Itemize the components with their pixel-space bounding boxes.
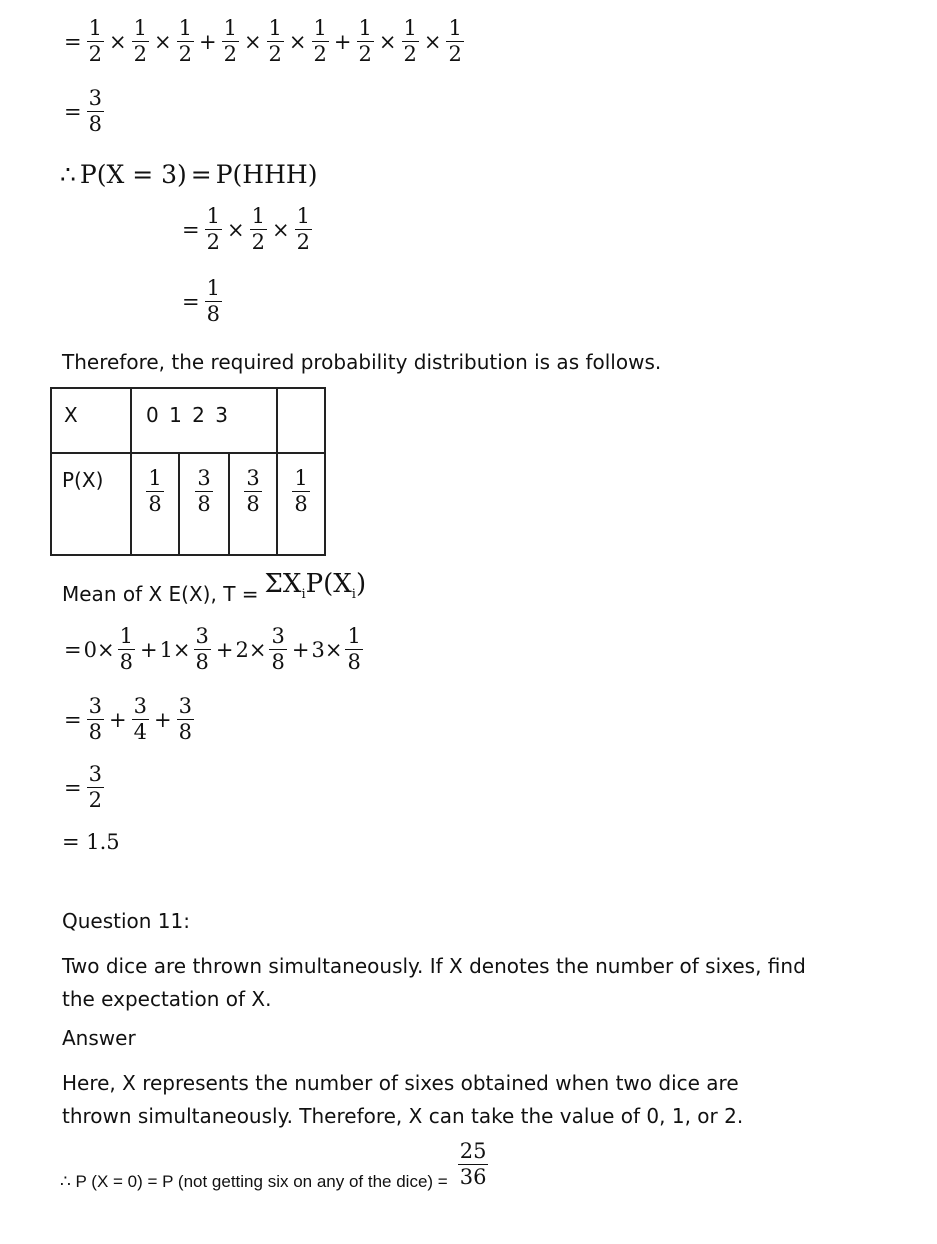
table-cell: [179, 453, 229, 555]
equals-sign: =: [64, 775, 82, 800]
mean-line: [62, 566, 366, 606]
question-title: Question 11:: [62, 909, 190, 933]
table-cell: [277, 388, 325, 453]
equals-sign: =: [190, 160, 212, 189]
distribution-paragraph: Therefore, the required probability distribution is as follows.: [62, 350, 662, 374]
fraction: $\frac{3}{8}$: [246, 466, 260, 516]
fraction: $\frac{3}{4}$: [133, 694, 147, 744]
x-label: X: [64, 403, 78, 427]
mean-calc-line-3: [62, 764, 107, 811]
mean-calc-line-1: [62, 626, 366, 673]
operator: +: [198, 29, 217, 54]
operator: ×: [153, 29, 172, 54]
equals-sign: =: [64, 637, 82, 662]
fraction: $\frac{1}{2}$: [268, 16, 282, 66]
equation-line-3: [60, 160, 317, 189]
fraction: $\frac{1}{8}$: [347, 624, 361, 674]
table-cell: [131, 453, 179, 555]
fraction: $\frac{3}{8}$: [88, 86, 102, 136]
fraction: $\frac{1}{8}$: [119, 624, 133, 674]
table-row: [51, 453, 325, 555]
operator: +: [291, 637, 310, 662]
fraction: $\frac{1}{8}$: [206, 276, 220, 326]
operator: +: [153, 707, 172, 732]
fraction: $\frac{1}{2}$: [296, 204, 310, 254]
answer-label: Answer: [62, 1026, 136, 1050]
equation-line-2: [62, 88, 107, 135]
fraction: $\frac{1}{2}$: [251, 204, 265, 254]
fraction: $\frac{1}{8}$: [294, 466, 308, 516]
operator: ×: [378, 29, 397, 54]
fraction: $\frac{1}{8}$: [148, 466, 162, 516]
operator: ×: [108, 29, 127, 54]
coefficient: 0×: [83, 637, 115, 662]
table-cell: [277, 453, 325, 555]
question-text-line-1: Two dice are thrown simultaneously. If X denotes the number of sixes, find: [62, 954, 806, 978]
equation-line-4: [180, 206, 315, 253]
x-values: 0 1 2 3: [146, 403, 230, 427]
operator: +: [333, 29, 352, 54]
mean-formula: $\Sigma X_iP(X_i)$: [264, 569, 367, 603]
answer-text-line-1: Here, X represents the number of sixes obtained when two dice are: [62, 1071, 739, 1095]
mean-calc-line-2: [62, 696, 197, 743]
fraction: $\frac{3}{8}$: [197, 466, 211, 516]
table-cell: [229, 453, 277, 555]
fraction: $\frac{1}{2}$: [88, 16, 102, 66]
operator: ×: [243, 29, 262, 54]
table-cell: [51, 388, 131, 453]
fraction: $\frac{3}{8}$: [178, 694, 192, 744]
equals-sign: =: [182, 217, 200, 242]
equals-sign: =: [64, 99, 82, 124]
fraction: $\frac{3}{2}$: [88, 762, 102, 812]
fraction: $\frac{1}{2}$: [133, 16, 147, 66]
equation-line-5: [180, 278, 225, 325]
equation-line-1: [62, 18, 467, 65]
rhs: P(HHH): [215, 160, 318, 189]
mean-label: Mean of X E(X), T =: [62, 582, 259, 606]
table-cell: [131, 388, 277, 453]
coefficient: 2×: [235, 637, 267, 662]
p-x0-line: [60, 1136, 491, 1192]
operator: +: [215, 637, 234, 662]
fraction: $\frac{25}{36}$: [459, 1138, 487, 1189]
fraction: $\frac{1}{2}$: [358, 16, 372, 66]
mean-result: = 1.5: [62, 830, 120, 854]
fraction: $\frac{1}{2}$: [223, 16, 237, 66]
operator: +: [108, 707, 127, 732]
fraction: $\frac{1}{2}$: [448, 16, 462, 66]
fraction: $\frac{1}{2}$: [313, 16, 327, 66]
probability-distribution-table: [50, 387, 326, 556]
operator: ×: [271, 217, 290, 242]
fraction: $\frac{1}{2}$: [206, 204, 220, 254]
operator: +: [139, 637, 158, 662]
table-row: [51, 388, 325, 453]
px-label: P(X): [62, 468, 104, 492]
equals-sign: =: [64, 707, 82, 732]
therefore-symbol: ∴: [60, 160, 76, 189]
operator: ×: [288, 29, 307, 54]
operator: ×: [423, 29, 442, 54]
fraction: $\frac{3}{8}$: [88, 694, 102, 744]
table-cell: [51, 453, 131, 555]
fraction: $\frac{1}{2}$: [178, 16, 192, 66]
question-text-line-2: the expectation of X.: [62, 987, 272, 1011]
operator: ×: [226, 217, 245, 242]
fraction: $\frac{3}{8}$: [271, 624, 285, 674]
equals-sign: =: [182, 289, 200, 314]
fraction: $\frac{1}{2}$: [403, 16, 417, 66]
answer-text-line-2: thrown simultaneously. Therefore, X can take the value of 0, 1, or 2.: [62, 1104, 744, 1128]
coefficient: 3×: [311, 637, 343, 662]
coefficient: 1×: [159, 637, 191, 662]
p-x0-text: ∴ P (X = 0) = P (not getting six on any of the dice) =: [60, 1172, 448, 1191]
lhs: P(X = 3): [79, 160, 187, 189]
equals-sign: =: [64, 29, 82, 54]
fraction: $\frac{3}{8}$: [195, 624, 209, 674]
